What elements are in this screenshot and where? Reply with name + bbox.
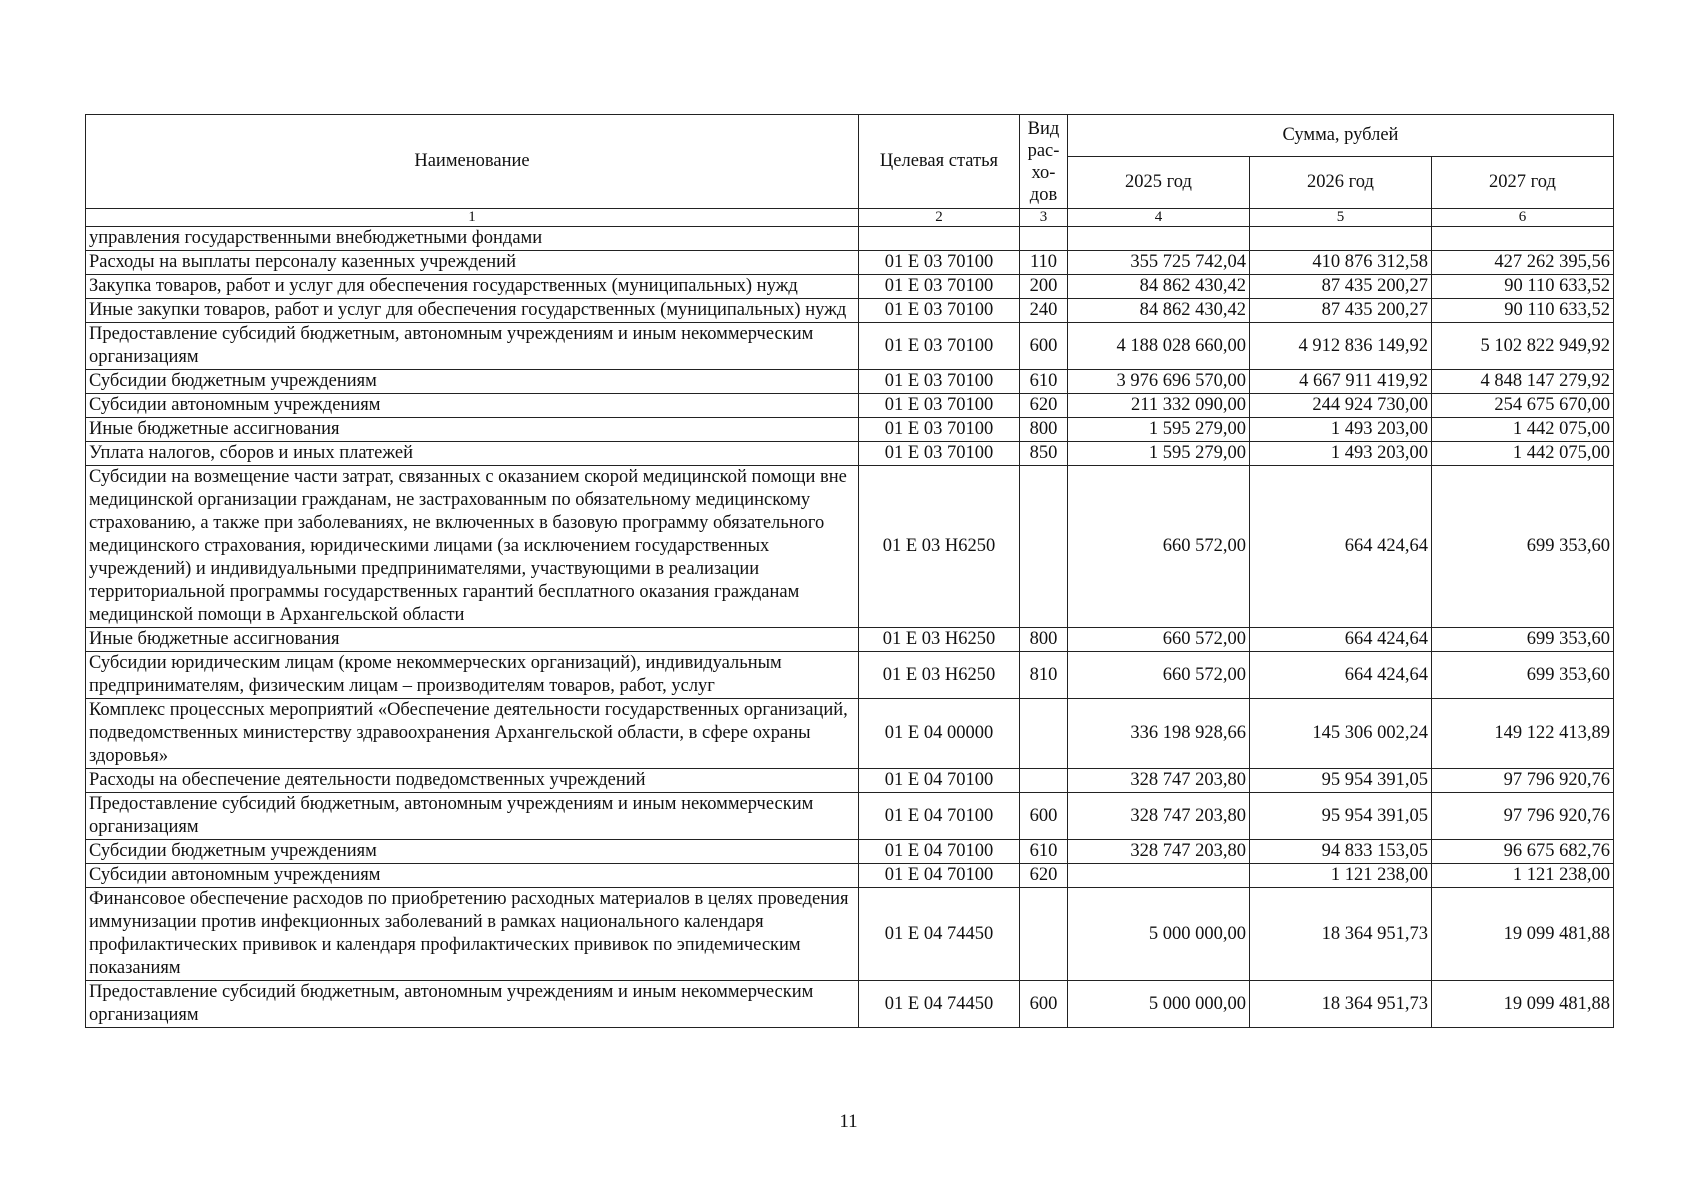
row-amount-2026: 1 493 203,00 [1250, 442, 1432, 466]
row-amount-2027: 4 848 147 279,92 [1432, 370, 1614, 394]
row-amount-2025: 660 572,00 [1068, 628, 1250, 652]
budget-table [85, 114, 1614, 1028]
row-name: Иные бюджетные ассигнования [86, 628, 859, 652]
table-row [86, 840, 1614, 864]
header-year-2025: 2025 год [1068, 157, 1250, 209]
column-number: 6 [1432, 209, 1614, 227]
row-amount-2026: 410 876 312,58 [1250, 251, 1432, 275]
header-name: Наименование [86, 115, 859, 209]
row-target-code: 01 Е 04 74450 [859, 888, 1020, 981]
row-name: Расходы на выплаты персоналу казенных учреждений [86, 251, 859, 275]
row-name: Уплата налогов, сборов и иных платежей [86, 442, 859, 466]
row-amount-2027: 699 353,60 [1432, 652, 1614, 699]
column-number: 4 [1068, 209, 1250, 227]
row-expense-type: 610 [1020, 840, 1068, 864]
row-amount-2027: 19 099 481,88 [1432, 981, 1614, 1028]
row-amount-2027 [1432, 227, 1614, 251]
row-target-code: 01 Е 03 Н6250 [859, 652, 1020, 699]
column-number: 1 [86, 209, 859, 227]
table-row [86, 699, 1614, 769]
row-expense-type [1020, 888, 1068, 981]
row-target-code: 01 Е 03 70100 [859, 251, 1020, 275]
row-amount-2026: 664 424,64 [1250, 466, 1432, 628]
row-name: Предоставление субсидий бюджетным, автономным учреждениям и иным некоммерческим организациям [86, 793, 859, 840]
row-amount-2027: 97 796 920,76 [1432, 769, 1614, 793]
row-amount-2025 [1068, 227, 1250, 251]
row-amount-2025: 336 198 928,66 [1068, 699, 1250, 769]
row-amount-2026: 4 667 911 419,92 [1250, 370, 1432, 394]
table-row [86, 981, 1614, 1028]
table-row [86, 466, 1614, 628]
row-name: Расходы на обеспечение деятельности подведомственных учреждений [86, 769, 859, 793]
row-amount-2027: 1 442 075,00 [1432, 442, 1614, 466]
row-expense-type: 110 [1020, 251, 1068, 275]
header-vid [1020, 115, 1068, 209]
row-name: Субсидии бюджетным учреждениям [86, 370, 859, 394]
row-amount-2025: 5 000 000,00 [1068, 888, 1250, 981]
table-row [86, 442, 1614, 466]
row-amount-2027: 96 675 682,76 [1432, 840, 1614, 864]
row-target-code: 01 Е 04 70100 [859, 769, 1020, 793]
row-amount-2026: 94 833 153,05 [1250, 840, 1432, 864]
table-row [86, 227, 1614, 251]
page-number: 11 [839, 1111, 858, 1132]
row-amount-2027: 90 110 633,52 [1432, 299, 1614, 323]
table-row [86, 418, 1614, 442]
row-amount-2027: 427 262 395,56 [1432, 251, 1614, 275]
row-amount-2027: 699 353,60 [1432, 628, 1614, 652]
row-amount-2027: 699 353,60 [1432, 466, 1614, 628]
row-expense-type: 610 [1020, 370, 1068, 394]
table-row [86, 793, 1614, 840]
row-amount-2025: 3 976 696 570,00 [1068, 370, 1250, 394]
table-body [86, 227, 1614, 1028]
row-amount-2027: 19 099 481,88 [1432, 888, 1614, 981]
row-amount-2027: 90 110 633,52 [1432, 275, 1614, 299]
row-target-code: 01 Е 03 70100 [859, 418, 1020, 442]
row-name: Субсидии бюджетным учреждениям [86, 840, 859, 864]
row-amount-2026: 664 424,64 [1250, 652, 1432, 699]
row-name: Предоставление субсидий бюджетным, автономным учреждениям и иным некоммерческим организациям [86, 981, 859, 1028]
column-number: 5 [1250, 209, 1432, 227]
row-expense-type: 620 [1020, 864, 1068, 888]
row-amount-2027: 97 796 920,76 [1432, 793, 1614, 840]
header-year-2026: 2026 год [1250, 157, 1432, 209]
row-target-code: 01 Е 04 74450 [859, 981, 1020, 1028]
row-name: управления государственными внебюджетными фондами [86, 227, 859, 251]
column-number-row [86, 209, 1614, 227]
row-amount-2025: 84 862 430,42 [1068, 275, 1250, 299]
row-expense-type: 600 [1020, 981, 1068, 1028]
row-amount-2025: 84 862 430,42 [1068, 299, 1250, 323]
header-target: Целевая статья [859, 115, 1020, 209]
row-target-code: 01 Е 03 70100 [859, 323, 1020, 370]
row-name: Комплекс процессных мероприятий «Обеспечение деятельности государственных организаций, подведомственных министерству здравоохранения Архангельской области, в сфере охраны здоровья» [86, 699, 859, 769]
row-amount-2026: 664 424,64 [1250, 628, 1432, 652]
row-name: Предоставление субсидий бюджетным, автономным учреждениям и иным некоммерческим организациям [86, 323, 859, 370]
table-row [86, 323, 1614, 370]
row-amount-2026: 95 954 391,05 [1250, 793, 1432, 840]
row-target-code: 01 Е 04 00000 [859, 699, 1020, 769]
row-expense-type: 800 [1020, 628, 1068, 652]
row-amount-2026: 1 493 203,00 [1250, 418, 1432, 442]
table-header [86, 115, 1614, 227]
row-target-code: 01 Е 04 70100 [859, 840, 1020, 864]
row-target-code: 01 Е 03 70100 [859, 299, 1020, 323]
table-row [86, 888, 1614, 981]
row-name: Субсидии на возмещение части затрат, связанных с оказанием скорой медицинской помощи вне медицинской организации гражданам, не застрахованным по обязательному медицинскому страхованию, а также при заболеваниях, не включенных в базовую программу обязательного медицинского страхования, юридическими лицами (за исключением государственных учреждений) и индивидуальными предпринимателями, участвующими в реализации территориальной программы государственных гарантий бесплатного оказания гражданам медицинской помощи в Архангельской области [86, 466, 859, 628]
row-expense-type: 800 [1020, 418, 1068, 442]
row-name: Субсидии юридическим лицам (кроме некоммерческих организаций), индивидуальным предпринимателям, физическим лицам – производителям товаров, работ, услуг [86, 652, 859, 699]
header-year-2027: 2027 год [1432, 157, 1614, 209]
row-amount-2025: 328 747 203,80 [1068, 793, 1250, 840]
row-amount-2027: 5 102 822 949,92 [1432, 323, 1614, 370]
row-name: Субсидии автономным учреждениям [86, 394, 859, 418]
row-amount-2025: 328 747 203,80 [1068, 769, 1250, 793]
table-row [86, 769, 1614, 793]
row-name: Закупка товаров, работ и услуг для обеспечения государственных (муниципальных) нужд [86, 275, 859, 299]
header-sum: Сумма, рублей [1068, 115, 1614, 157]
row-amount-2025: 5 000 000,00 [1068, 981, 1250, 1028]
row-amount-2026: 18 364 951,73 [1250, 888, 1432, 981]
row-expense-type [1020, 769, 1068, 793]
row-amount-2027: 1 442 075,00 [1432, 418, 1614, 442]
row-amount-2025: 328 747 203,80 [1068, 840, 1250, 864]
table-row [86, 370, 1614, 394]
row-amount-2026: 1 121 238,00 [1250, 864, 1432, 888]
table-row [86, 251, 1614, 275]
row-amount-2027: 1 121 238,00 [1432, 864, 1614, 888]
table-row [86, 864, 1614, 888]
row-amount-2026: 95 954 391,05 [1250, 769, 1432, 793]
row-name: Иные закупки товаров, работ и услуг для обеспечения государственных (муниципальных) нужд [86, 299, 859, 323]
header-vid-line: рас- [1027, 140, 1060, 161]
row-amount-2025: 1 595 279,00 [1068, 442, 1250, 466]
row-target-code: 01 Е 03 Н6250 [859, 628, 1020, 652]
row-target-code: 01 Е 04 70100 [859, 864, 1020, 888]
header-vid-line: хо- [1031, 162, 1056, 183]
row-expense-type: 200 [1020, 275, 1068, 299]
row-target-code: 01 Е 03 70100 [859, 394, 1020, 418]
row-expense-type [1020, 466, 1068, 628]
row-amount-2026: 145 306 002,24 [1250, 699, 1432, 769]
column-number: 2 [859, 209, 1020, 227]
row-target-code: 01 Е 03 Н6250 [859, 466, 1020, 628]
row-amount-2026: 18 364 951,73 [1250, 981, 1432, 1028]
row-expense-type [1020, 699, 1068, 769]
table-row [86, 275, 1614, 299]
row-target-code: 01 Е 03 70100 [859, 370, 1020, 394]
row-amount-2026: 87 435 200,27 [1250, 299, 1432, 323]
row-target-code [859, 227, 1020, 251]
row-target-code: 01 Е 03 70100 [859, 275, 1020, 299]
row-amount-2025: 1 595 279,00 [1068, 418, 1250, 442]
row-amount-2026: 244 924 730,00 [1250, 394, 1432, 418]
row-amount-2025: 355 725 742,04 [1068, 251, 1250, 275]
row-amount-2025: 4 188 028 660,00 [1068, 323, 1250, 370]
row-amount-2026 [1250, 227, 1432, 251]
row-amount-2026: 87 435 200,27 [1250, 275, 1432, 299]
header-vid-line: Вид [1027, 118, 1060, 139]
header-vid-line: дов [1029, 184, 1058, 205]
row-target-code: 01 Е 04 70100 [859, 793, 1020, 840]
row-amount-2027: 254 675 670,00 [1432, 394, 1614, 418]
row-expense-type: 240 [1020, 299, 1068, 323]
row-amount-2027: 149 122 413,89 [1432, 699, 1614, 769]
table-row [86, 299, 1614, 323]
row-expense-type: 810 [1020, 652, 1068, 699]
table-row [86, 628, 1614, 652]
row-name: Субсидии автономным учреждениям [86, 864, 859, 888]
row-amount-2025 [1068, 864, 1250, 888]
row-amount-2025: 660 572,00 [1068, 466, 1250, 628]
row-amount-2025: 660 572,00 [1068, 652, 1250, 699]
row-expense-type: 600 [1020, 323, 1068, 370]
row-amount-2025: 211 332 090,00 [1068, 394, 1250, 418]
row-target-code: 01 Е 03 70100 [859, 442, 1020, 466]
row-name: Иные бюджетные ассигнования [86, 418, 859, 442]
row-amount-2026: 4 912 836 149,92 [1250, 323, 1432, 370]
row-expense-type: 600 [1020, 793, 1068, 840]
row-expense-type [1020, 227, 1068, 251]
table-row [86, 394, 1614, 418]
column-number: 3 [1020, 209, 1068, 227]
table-row [86, 652, 1614, 699]
row-expense-type: 620 [1020, 394, 1068, 418]
row-expense-type: 850 [1020, 442, 1068, 466]
row-name: Финансовое обеспечение расходов по приобретению расходных материалов в целях проведения иммунизации против инфекционных заболеваний в рамках национального календаря профилактических прививок и календаря профилактических прививок по эпидемическим показаниям [86, 888, 859, 981]
